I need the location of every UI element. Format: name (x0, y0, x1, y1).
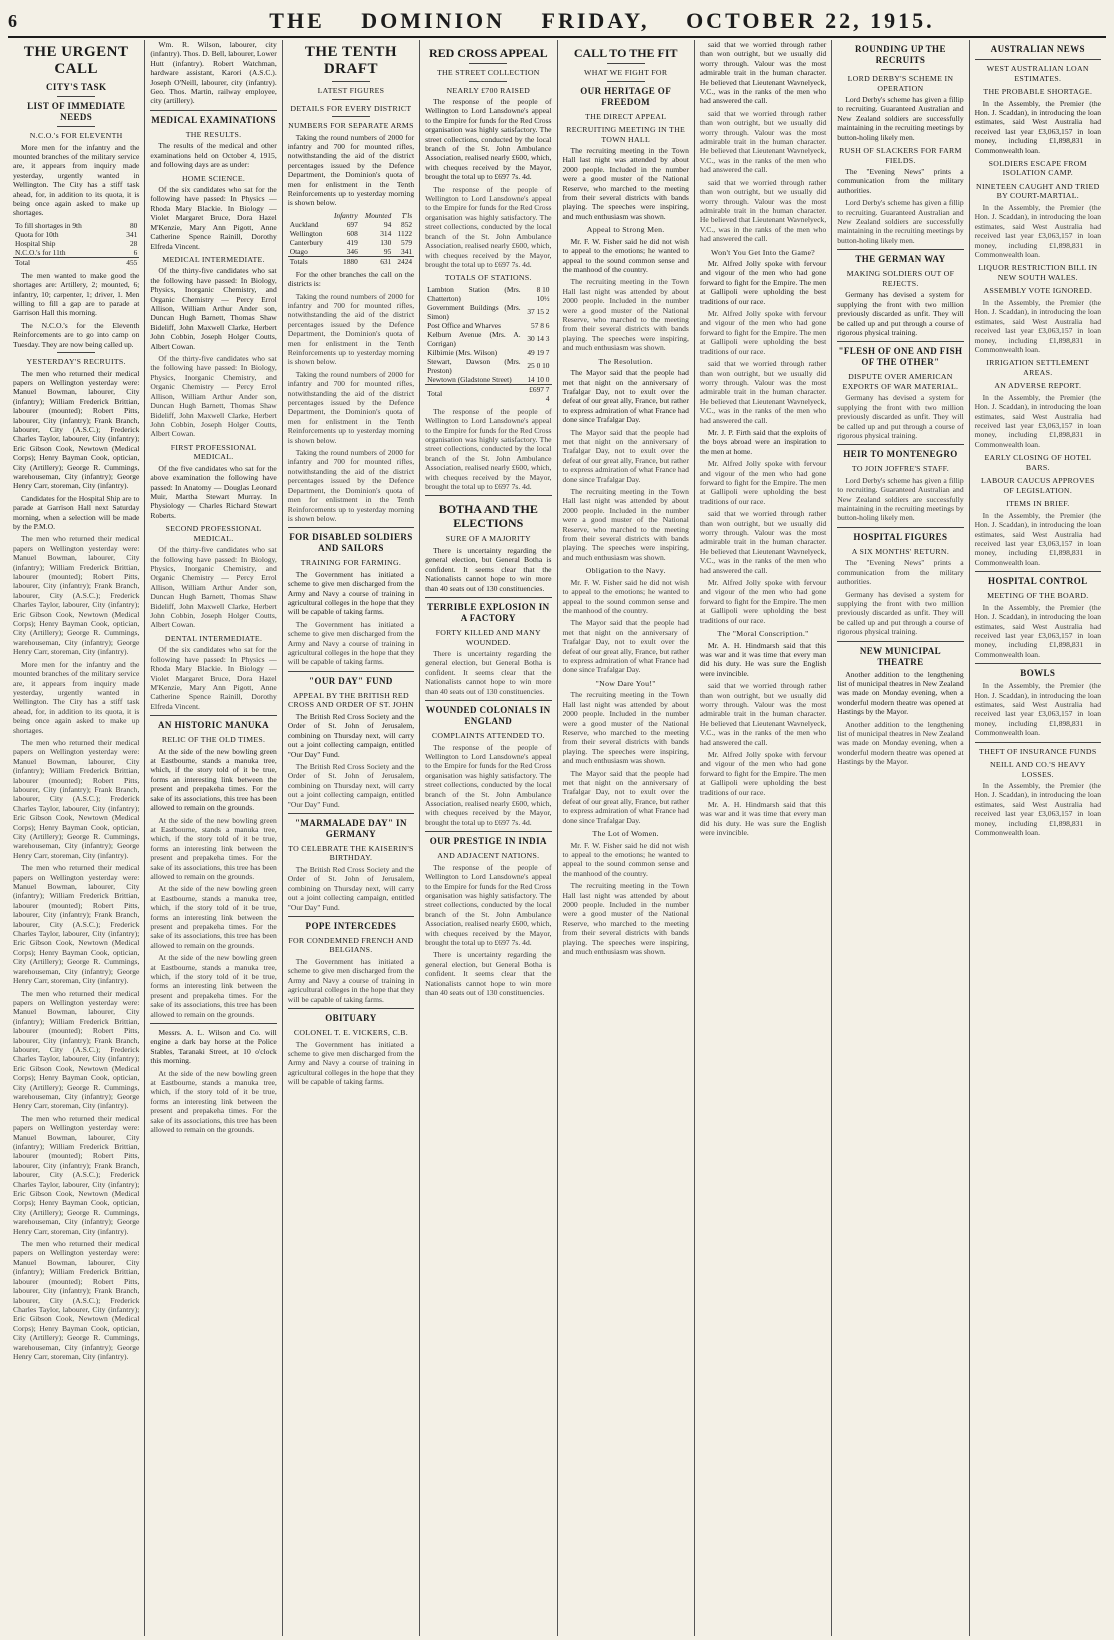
article-text: Taking the round numbers of 2000 for infantry and 700 for mounted rifles, notwithstanding the aid of the district percentages issued by the Defence Department, the Dominion's quota of men for enlistment in the Tenth Reinforcements up to yesterday morning is shown below. (287, 132, 415, 208)
section-heading: The Lot of Women. (592, 829, 659, 838)
article-text: Wm. R. Wilson, labourer, city (infantry). Thos. D. Bell, labourer, Lower Hutt (infantry). Robert Watchman, hardware assistant, Karori (A.S.C.). Joseph O'Neill, labourer, city (infantry). Geo. Thos. Martin, railway employee, city (artillery). (150, 40, 277, 106)
article-text: The "Evening News" prints a communication from the military authorities. (837, 558, 964, 587)
table-row: Newtown (Gladstone Street) 14 10 0 (427, 374, 550, 384)
article-text: Taking the round numbers of 2000 for infantry and 700 for mounted rifles, notwithstanding the aid of the district percentages issued by the Defence Department, the Dominion's quota of men for enlistment in the Tenth Reinforcements up to yesterday morning is shown below. (287, 369, 415, 445)
article-text: Lord Derby's scheme has given a fillip to recruiting. Guaranteed Australian and New Zealand soldiers are successfully maintaining in the recruiting meetings by button-holing likely men. (837, 198, 964, 245)
article-text: said that we worried through rather than won outright, but we usually did worry through. Valour was the most admirable trait in the human character. He believed that Lieutenant Wavnelyeck, V.C., was in the ranks of the men who had answered the call. (699, 108, 827, 175)
sub-numbers: NUMBERS FOR SEPARATE ARMS (288, 121, 414, 130)
article-text: Mr. Alfred Jolly spoke with fervour and vigour of the men who had gone forward to fight for the Empire. The men at Gallipoli were upholding the best traditions of our race. (699, 578, 827, 625)
sub-rejects: MAKING SOLDIERS OUT OF REJECTS. (846, 269, 955, 288)
title-weekday: FRIDAY, (541, 8, 650, 33)
article-text: Germany has devised a system for supplying the front with two million previously discarded as unfit. They will be called up and put through a course of rigorous physical training. (837, 290, 964, 337)
table-row: Lambton Station (Mrs. Chatterton) 8 10 10½ (427, 284, 550, 303)
headline-german-way: THE GERMAN WAY (855, 254, 946, 265)
article-text: Another addition to the lengthening list of municipal theatres in New Zealand was made on Monday evening, when a wonderful modern theatre was opened at Hastings by the Mayor. (837, 719, 964, 767)
article-text: The response of the people of Wellington to Lord Lansdowne's appeal to the Empire for funds for the Red Cross organisation was highly satisfactory. The street collections, conducted by the local branch of the St. John Ambulance Association, realised nearly £600, which, with cheques received by the Mayor, brought the total up to £697 7s. 4d. (425, 742, 552, 827)
article-text: Mr. A. H. Hindmarsh said that this was war and it was time that every man did his duty. He was sure the English were invincible. (699, 640, 827, 678)
headline-hospital-control: HOSPITAL CONTROL (988, 576, 1088, 587)
article-text: Mr. Alfred Jolly spoke with fervour and vigour of the men who had gone forward to fight for the Empire. The men at Gallipoli were upholding the best traditions of our race. (699, 750, 827, 797)
article-text: The results of the medical and other examinations held on October 4, 1915, and following days are as under: (150, 141, 277, 170)
columns (8, 40, 1106, 1636)
article-text: The response of the people of Wellington to Lord Lansdowne's appeal to the Empire for funds for the Red Cross organisation was highly satisfactory. The street collections, conducted by the local branch of the St. John Ambulance Association, realised nearly £600, which, with cheques received by the Mayor, brought the total up to £697 7s. 4d. (425, 97, 552, 182)
article-text: There is uncertainty regarding the general election, but General Botha is confident. It seems clear that the Nationalists cannot hope to win more than 40 seats out of 130 constituencies. (425, 545, 552, 593)
sub-dispute: DISPUTE OVER AMERICAN EXPORTS OF WAR MATERIAL. (842, 372, 959, 391)
article-text: The men who returned their medical papers on Wellington yesterday were: Manuel Bowman, labourer, City (infantry); William Frederick Brittian, labourer (mounted); Robert Pitts, labourer, City (infantry); Frank Branch, labourer, City (A.S.C.); Frederick Charles Taylor, labourer, City (infantry); Eric Gibson Cook, Newtown (Medical Corps); Henry Bayman Cook, optician, City (Artillery); George R. Cummings, warehouseman, City (infantry); George Henry Carr, storeman, City (infantry). (13, 368, 140, 491)
article-text: In the Assembly, the Premier (the Hon. J. Scaddan), in introducing the loan estimates, said West Australia had received last year £3,063,157 in loan money, including £1,898,831 in Commonwealth loan. (974, 602, 1101, 659)
sub-majority: SURE OF A MAJORITY (445, 534, 531, 544)
table-row: To fill shortages in 9th 80 (15, 220, 138, 230)
article-text: The recruiting meeting in the Town Hall last night was attended by about 2000 people. Included in the number were a good muster of the National Reserve, who marched to the meeting from their several districts with bands playing. The speeches were inspiring, and much enthusiasm was shown. (562, 487, 689, 562)
headline-bowls: BOWLS (1020, 668, 1056, 679)
headline-our-day-fund: "OUR DAY" FUND (309, 675, 393, 686)
article-text: Mr. J. P. Firth said that the exploits of the boys abroad were an inspiration to the men at home. (699, 427, 827, 456)
article-text: Taking the round numbers of 2000 for infantry and 700 for mounted rifles, notwithstanding the aid of the district percentages issued by the Defence Department, the Dominion's quota of men for enlistment in the Tenth Reinforcements up to yesterday morning is shown below. (287, 291, 415, 367)
article-text: Mr. F. W. Fisher said he did not wish to appeal to the emotions; he wanted to appeal to the sound common sense and the manhood of the country. (562, 577, 689, 615)
sub-complaints: COMPLAINTS ATTENDED TO. (431, 731, 545, 741)
table-row: Quota for 10th 341 (15, 229, 138, 239)
section-heading: LIQUOR RESTRICTION BILL IN NEW SOUTH WALES. (978, 263, 1098, 282)
article-text: The Government has initiated a scheme to give men discharged from the Army and Navy a course of training in agricultural colleges in the hope that they will be capable of taking farms. (287, 1039, 415, 1087)
sub-nco-eleventh: N.C.O.'s FOR ELEVENTH (29, 131, 123, 140)
article-text: Mr. Alfred Jolly spoke with fervour and vigour of the men who had gone forward to fight for the Empire. The men at Gallipoli were upholding the best traditions of our race. (699, 309, 827, 356)
section-heading: Appeal to Strong Men. (586, 225, 665, 235)
article-text: There is uncertainty regarding the general election, but General Botha is confident. It seems clear that the Nationalists cannot hope to win more than 40 seats out of 130 constituencies. (425, 649, 552, 696)
section-heading: The "Moral Conscription." (717, 629, 809, 639)
headline-theft: THEFT OF INSURANCE FUNDS (979, 746, 1097, 756)
section-heading: "Now Dare You!" (595, 678, 656, 688)
article-text: There is uncertainty regarding the general election, but General Botha is confident. It seems clear that the Nationalists cannot hope to win more than 40 seats out of 130 constituencies. (425, 950, 552, 997)
article-text: The Mayor said that the people had met that night on the anniversary of Trafalgar Day, not to exult over the defeat of our great ally, France, but rather to express admiration of what France had done since Trafalgar Day. (562, 768, 689, 825)
article-text: Lord Derby's scheme has given a fillip to recruiting. Guaranteed Australian and New Zealand soldiers are successfully maintaining in the recruiting meetings by button-holing likely men. (837, 95, 964, 142)
column-5 (558, 40, 695, 1636)
column-2 (145, 40, 282, 1636)
article-text: In the Assembly, the Premier (the Hon. J. Scaddan), in introducing the loan estimates, said West Australia had received last year £3,063,157 in loan money, including £1,898,831 in Commonwealth loan. (974, 202, 1101, 259)
headline-red-cross: RED CROSS APPEAL (428, 46, 548, 60)
table-row: Stewart, Dawson (Mrs. Preston) 25 0 10 (427, 356, 550, 375)
headline-pope-intercedes: POPE INTERCEDES (305, 920, 397, 931)
article-text: Of the five candidates who sat for the above examination the following have passed: In Anatomy — Douglas Leonard Muir, Martha Stewart Murray. In Physiology — Charles Richard Stewart Roberts. (150, 463, 277, 520)
section-heading: Won't You Get Into the Game? (711, 247, 816, 257)
sub-joffre: TO JOIN JOFFRE'S STAFF. (851, 464, 949, 474)
newspaper-title (98, 8, 1106, 34)
article-text: The men wanted to make good the shortages are: Artillery, 2; mounted, 6; infantry, 10; carpenter, 1; driver, 1. Men willing to fill a gap are to parade at Garrison Hall this morning. (13, 270, 140, 318)
article-text: More men for the infantry and the mounted branches of the military service are, it appears from inquiry made yesterday, urgently wanted in Wellington. The City has a stiff task ahead, for, in addition to its quota, it is being once again asked to make up shortages. (13, 142, 140, 218)
article-text: said that we worried through rather than won outright, but we usually did worry through. Valour was the most admirable trait in the human character. He believed that Lieutenant Wavnelyeck, V.C., was in the ranks of the men who had answered the call. (699, 177, 827, 244)
article-text: The Mayor said that the people had met that night on the anniversary of Trafalgar Day, not to exult over the defeat of our great ally, France, but rather to express admiration of what France had done since Trafalgar Day. (562, 618, 689, 675)
sub-neill: NEILL AND CO.'S HEAVY LOSSES. (989, 760, 1086, 779)
article-text: The Government has initiated a scheme to give men discharged from the Army and Navy a course of training in agricultural colleges in the hope that they will be capable of taking farms. (287, 569, 415, 617)
sub-loan-estimates: WEST AUSTRALIAN LOAN ESTIMATES. (986, 64, 1089, 83)
title-the: THE (269, 8, 325, 33)
sub-adverse-report: AN ADVERSE REPORT. (994, 381, 1082, 391)
article-text: Mr. Alfred Jolly spoke with fervour and vigour of the men who had gone forward to fight for the Empire. The men at Gallipoli were upholding the best traditions of our race. (699, 459, 827, 506)
headline-australian-news: AUSTRALIAN NEWS (990, 44, 1085, 54)
sub-training: TRAINING FOR FARMING. (300, 558, 402, 568)
column-6 (695, 40, 832, 1636)
article-text: The Mayor said that the people had met that night on the anniversary of Trafalgar Day, not to exult over the defeat of our great ally, France, but rather to express admiration of what France had done since Trafalgar Day. (562, 368, 689, 425)
article-text: The Government has initiated a scheme to give men discharged from the Army and Navy a course of training in agricultural colleges in the hope that they will be capable of taking farms. (287, 956, 415, 1004)
section-heading: MEDICAL INTERMEDIATE. (162, 254, 265, 264)
article-text: Germany has devised a system for supplying the front with two million previously discarded as unfit. They will be called up and put through a course of rigorous physical training. (837, 589, 964, 637)
section-heading: SOLDIERS ESCAPE FROM ISOLATION CAMP. (988, 158, 1087, 178)
article-text: The response of the people of Wellington to Lord Lansdowne's appeal to the Empire for funds for the Red Cross organisation was highly satisfactory. The street collections, conducted by the local branch of the St. John Ambulance Association, realised nearly £600, which, with cheques received by the Mayor, brought the total up to £697 7s. 4d. (425, 406, 552, 492)
deck-citys-task: CITY'S TASK (46, 82, 107, 92)
article-text: The recruiting meeting in the Town Hall last night was attended by about 2000 people. Included in the number were a good muster of the National Reserve, who marched to the meeting from their several districts with bands playing. The speeches were inspiring, and much enthusiasm was shown. (562, 277, 689, 353)
section-heading: RUSH OF SLACKERS FOR FARM FIELDS. (839, 146, 962, 165)
headline-botha: BOTHA AND THE ELECTIONS (438, 502, 538, 531)
title-dominion: DOMINION (361, 8, 506, 33)
sub-details: DETAILS FOR EVERY DISTRICT (290, 103, 412, 113)
sub-labour-caucus: LABOUR CAUCUS APPROVES OF LEGISLATION. (981, 476, 1095, 495)
headline-medical-exams: MEDICAL EXAMINATIONS (151, 114, 276, 125)
headline-hospital-figures: HOSPITAL FIGURES (853, 531, 948, 542)
article-text: More men for the infantry and the mounted branches of the military service are, it appears from inquiry made yesterday, urgently wanted in Wellington. The City has a stiff task ahead, for, in addition to its quota, it is being once again asked to make up shortages. (13, 659, 140, 735)
article-text: The response of the people of Wellington to Lord Lansdowne's appeal to the Empire for funds for the Red Cross organisation was highly satisfactory. The street collections, conducted by the local branch of the St. John Ambulance Association, realised nearly £600, which, with cheques received by the Mayor, brought the total up to £697 7s. 4d. (425, 862, 552, 947)
table-row: Otago 346 95 341 (289, 246, 413, 256)
table-row: Wellington 608 314 1122 (289, 228, 413, 238)
article-text: At the side of the new bowling green at Eastbourne, stands a manuka tree, which, if the story told of it be true, forms an interesting link between the present and prepakeha times. For the sake of its associations, this tree has been allowed to remain on the grounds. (150, 884, 277, 950)
article-text: said that we worried through rather than won outright, but we usually did worry through. Valour was the most admirable trait in the human character. He believed that Lieutenant Wavnelyeck, V.C., was in the ranks of the men who had answered the call. (699, 509, 827, 575)
article-text: Another addition to the lengthening list of municipal theatres in New Zealand was made on Monday evening, when a wonderful modern theatre was opened at Hastings by the Mayor. (837, 669, 964, 717)
article-text: The recruiting meeting in the Town Hall last night was attended by about 2000 people. Included in the number were a good muster of the National Reserve, who marched to the meeting from their several districts with bands playing. The speeches were inspiring, and much enthusiasm was shown. (562, 881, 689, 956)
section-heading: DENTAL INTERMEDIATE. (164, 633, 263, 643)
table-row: Post Office and Wharves 57 8 6 (427, 320, 550, 330)
article-text: In the Assembly, the Premier (the Hon. J. Scaddan), in introducing the loan estimates, said West Australia had received last year £3,063,157 in loan money, including £1,898,831 in Commonwealth loan. (974, 510, 1101, 567)
section-heading: IRRIGATION SETTLEMENT AREAS. (986, 358, 1090, 377)
section-heading: YESTERDAY'S RECRUITS. (26, 357, 126, 366)
sub-kaiserin: TO CELEBRATE THE KAISERIN'S BIRTHDAY. (288, 843, 414, 863)
sub-nearly-700: NEARLY £700 RAISED (446, 85, 531, 95)
section-heading: SECOND PROFESSIONAL MEDICAL. (165, 524, 262, 543)
headline-marmalade-day: "MARMALADE DAY" IN GERMANY (295, 817, 407, 839)
masthead (8, 6, 1106, 38)
sub-latest-figures: LATEST FIGURES (317, 86, 385, 95)
article-text: said that we worried through rather than won outright, but we usually did worry through. Valour was the most admirable trait in the human character. He believed that Lieutenant Wavnelyeck, V.C., was in the ranks of the men who had answered the call. (699, 40, 827, 106)
column-8 (970, 40, 1106, 1636)
article-text: The men who returned their medical papers on Wellington yesterday were: Manuel Bowman, labourer, City (infantry); William Frederick Brittian, labourer (mounted); Robert Pitts, labourer, City (infantry); Frank Branch, labourer, City (A.S.C.); Frederick Charles Taylor, labourer, City (infantry); Eric Gibson Cook, Newtown (Medical Corps); Henry Bayman Cook, optician, City (Artillery); George R. Cummings, warehouseman, City (infantry); George Henry Carr, storeman, City (infantry). (13, 1113, 140, 1236)
article-text: The men who returned their medical papers on Wellington yesterday were: Manuel Bowman, labourer, City (infantry); William Frederick Brittian, labourer (mounted); Robert Pitts, labourer, City (infantry); Frank Branch, labourer, City (A.S.C.); Frederick Charles Taylor, labourer, City (infantry); Eric Gibson Cook, Newtown (Medical Corps); Henry Bayman Cook, optician, City (Artillery); George R. Cummings, warehouseman, City (infantry); George Henry Carr, storeman, City (infantry). (13, 737, 140, 860)
headline-tenth-draft: THE TENTH DRAFT (304, 44, 398, 77)
article-text: Of the six candidates who sat for the following have passed: In Physics — Rhoda Mary Blackie. In Biology — Violet Margaret Bruce, Dora Hazel M'Kenzie, Mary Ann Pigott, Anne Catherine Spence Rainill, Dorothy Elfreda Vincent. (150, 645, 277, 711)
table-row: Kilbirnie (Mrs. Wilson) 49 19 7 (427, 347, 550, 357)
sub-direct-appeal: THE DIRECT APPEAL (585, 111, 667, 121)
sub-forty-killed: FORTY KILLED AND MANY WOUNDED. (435, 628, 541, 647)
sub-what-we-fight: WHAT WE FIGHT FOR (584, 68, 668, 77)
article-text: The men who returned their medical papers on Wellington yesterday were: Manuel Bowman, labourer, City (infantry); William Frederick Brittian, labourer (mounted); Robert Pitts, labourer, City (infantry); Frank Branch, labourer, City (A.S.C.); Frederick Charles Taylor, labourer, City (infantry); Eric Gibson Cook, Newtown (Medical Corps); Henry Bayman Cook, optician, City (Artillery); George R. Cummings, warehouseman, City (infantry); George Henry Carr, storeman, City (infantry). (13, 534, 140, 657)
table-row: Total £697 7 4 (427, 384, 550, 403)
article-text: At the side of the new bowling green at Eastbourne, stands a manuka tree, which, if the story told of it be true, forms an interesting link between the present and prepakeha times. For the sake of its associations, this tree has been allowed to remain on the grounds. (150, 815, 277, 881)
sub-condemned: FOR CONDEMNED FRENCH AND BELGIANS. (288, 935, 414, 955)
article-text: Of the thirty-five candidates who sat the following have passed: In Biology, Physics, Inorganic Chemistry, and Organic Chemistry — Percy Errol Allison, William Arthur Ander son, Duncan Hugh Barnett, Thomas Shaw Bideliff, John Maxwell Clarke, Herbert John Cobbin, Joseph Holger Coutts, Albert Cowan. (150, 545, 277, 630)
article-text: In the Assembly, the Premier (the Hon. J. Scaddan), in introducing the loan estimates, said West Australia had received last year £3,063,157 in loan money, including £1,898,831 in Commonwealth loan. (974, 681, 1101, 738)
article-text: Mr. F. W. Fisher said he did not wish to appeal to the emotions; he wanted to appeal to the sound common sense and the manhood of the country. (562, 840, 689, 878)
section-heading: TOTALS OF STATIONS. (444, 273, 532, 283)
article-text: The British Red Cross Society and the Order of St. John of Jerusalem, combining on Thursday next, will carry out a joint collecting campaign, entitled "Our Day" Fund. (287, 711, 415, 759)
article-text: Mr. F. W. Fisher said he did not wish to appeal to the emotions; he wanted to appeal to the sound common sense and the manhood of the country. (562, 236, 689, 274)
page-number: 6 (8, 10, 17, 31)
table-row: Kelburn Avenue (Mrs. A. Corrigan) 30 14 3 (427, 329, 550, 348)
table-row: Auckland 697 94 852 (289, 219, 413, 229)
sub-appeal: APPEAL BY THE BRITISH RED CROSS AND ORDER OF ST. JOHN (288, 690, 414, 710)
article-text: In the Assembly, the Premier (the Hon. J. Scaddan), in introducing the loan estimates, said West Australia had received last year £3,063,157 in loan money, including £1,898,831 in Commonwealth loan. (974, 98, 1101, 155)
article-text: Of the six candidates who sat for the following have passed: In Physics — Rhoda Mary Blackie. In Biology — Violet Margaret Bruce, Dora Hazel M'Kenzie, Mary Ann Pigott, Anne Catherine Spence Rainill, Dorothy Elfreda Vincent. (150, 185, 277, 251)
sub-vickers: COLONEL T. E. VICKERS, C.B. (293, 1028, 409, 1037)
article-text: The Government has initiated a scheme to give men discharged from the Army and Navy a course of training in agricultural colleges in the hope that they will be capable of taking farms. (287, 619, 415, 667)
article-text: Of the thirty-five candidates who sat the following have passed: In Biology, Physics, Inorganic Chemistry, and Organic Chemistry — Percy Errol Allison, William Arthur Ander son, Duncan Hugh Barnett, Thomas Shaw Bideliff, John Maxwell Clarke, Herbert John Cobbin, Joseph Holger Coutts, Albert Cowan. (150, 266, 277, 351)
sub-immediate-needs: LIST OF IMMEDIATE NEEDS (27, 101, 126, 122)
headline-call-to-fit: CALL TO THE FIT (573, 46, 678, 60)
section-heading: Obligation to the Navy. (585, 566, 666, 576)
sub-meeting-board: MEETING OF THE BOARD. (987, 591, 1089, 601)
table-row: N.C.O.'s for 11th 6 (15, 247, 138, 257)
article-text: Germany has devised a system for supplying the front with two million previously discarded as unfit. They will be called up and put through a course of rigorous physical training. (837, 393, 964, 440)
headline-disabled-soldiers: FOR DISABLED SOLDIERS AND SAILORS (289, 532, 413, 554)
column-1 (8, 40, 145, 1636)
table-header-row: Infantry Mounted T'ls (333, 210, 413, 220)
article-text: Messrs. A. L. Wilson and Co. will engine a dark bay horse at the Police Stables, Taranaki Street, at 10 o'clock this morning. (150, 1028, 277, 1066)
headline-historic-manuka: AN HISTORIC MANUKA (158, 720, 270, 731)
headline-wounded-colonials: WOUNDED COLONIALS IN ENGLAND (426, 705, 551, 727)
section-heading: ITEMS IN BRIEF. (1006, 499, 1070, 509)
article-text: Mr. Alfred Jolly spoke with fervour and vigour of the men who had gone forward to fight for the Empire. The men at Gallipoli were upholding the best traditions of our race. (699, 259, 827, 306)
sub-recruiting-meeting: RECRUITING MEETING IN THE TOWN HALL (566, 125, 686, 144)
article-text: The British Red Cross Society and the Order of St. John of Jerusalem, combining on Thursday next, will carry out a joint collecting campaign, entitled "Our Day" Fund. (287, 864, 415, 912)
sub-lord-derby: LORD DERBY'S SCHEME IN OPERATION (847, 74, 954, 93)
sub-heritage: OUR HERITAGE OF FREEDOM (580, 85, 672, 107)
column-3 (283, 40, 420, 1636)
section-heading: The Resolution. (598, 356, 653, 366)
article-text: Taking the round numbers of 2000 for infantry and 700 for mounted rifles, notwithstanding the aid of the district percentages issued by the Defence Department, the Dominion's quota of men for enlistment in the Tenth Reinforcements up to yesterday morning is shown below. (287, 448, 415, 523)
article-text: In the Assembly, the Premier (the Hon. J. Scaddan), in introducing the loan estimates, said West Australia had received last year £3,063,157 in loan money, including £1,898,831 in Commonwealth loan. (974, 392, 1101, 449)
title-date: OCTOBER 22, 1915. (686, 8, 935, 33)
table-row: Canterbury 419 130 579 (289, 237, 413, 247)
sub-results: THE RESULTS. (185, 129, 242, 139)
headline-rounding-up: ROUNDING UP THE RECRUITS (855, 44, 946, 65)
headline-montenegro: HEIR TO MONTENEGRO (843, 449, 958, 460)
article-text: The recruiting meeting in the Town Hall last night was attended by about 2000 people. Included in the number were a good muster of the National Reserve, who marched to the meeting from their several districts with bands playing. The speeches were inspiring, and much enthusiasm was shown. (562, 146, 689, 221)
article-text: In the Assembly, the Premier (the Hon. J. Scaddan), in introducing the loan estimates, said West Australia had received last year £3,063,157 in loan money, including £1,898,831 in Commonwealth loan. (974, 781, 1101, 838)
article-text: For the other branches the call on the districts is: (287, 269, 415, 289)
headline-explosion: TERRIBLE EXPLOSION IN A FACTORY (427, 602, 550, 623)
table-row: Hospital Ship 28 (15, 238, 138, 248)
stations-table (425, 285, 551, 403)
article-text: The recruiting meeting in the Town Hall last night was attended by about 2000 people. Included in the number were a good muster of the National Reserve, who marched to the meeting from their several districts with bands playing. The speeches were inspiring, and much enthusiasm was shown. (562, 690, 689, 766)
sub-vote-ignored: ASSEMBLY VOTE IGNORED. (983, 286, 1093, 296)
sub-street-collection: THE STREET COLLECTION (436, 68, 540, 77)
headline-obituary: OBITUARY (325, 1013, 377, 1023)
article-text: The "Evening News" prints a communication from the military authorities. (837, 167, 964, 195)
headline-flesh-fish: "FLESH OF ONE AND FISH OF THE OTHER" (838, 346, 963, 368)
headline-urgent-call: THE URGENT CALL (23, 44, 129, 77)
section-heading: FIRST PROFESSIONAL MEDICAL. (170, 442, 257, 462)
article-text: The N.C.O.'s for the Eleventh Reinforcements are to go into camp on Tuesday. They are now being called up. (13, 320, 140, 349)
article-text: The Mayor said that the people had met that night on the anniversary of Trafalgar Day, not to exult over the defeat of our great ally, France, but rather to express admiration of what France had done since Trafalgar Day. (562, 427, 689, 484)
sub-shortage: THE PROBABLE SHORTAGE. (983, 87, 1093, 96)
article-text: Lord Derby's scheme has given a fillip to recruiting. Guaranteed Australian and New Zealand soldiers are successfully maintaining in the recruiting meetings by button-holing likely men. (837, 475, 964, 523)
article-text: said that we worried through rather than won outright, but we usually did worry through. Valour was the most admirable trait in the human character. He believed that Lieutenant Wavnelyeck, V.C., was in the ranks of the men who had answered the call. (699, 359, 827, 425)
section-heading: EARLY CLOSING OF HOTEL BARS. (984, 453, 1092, 472)
headline-prestige-india: OUR PRESTIGE IN INDIA (429, 836, 547, 847)
article-text: In the Assembly, the Premier (the Hon. J. Scaddan), in introducing the loan estimates, said West Australia had received last year £3,063,157 in loan money, including £1,898,831 in Commonwealth loan. (974, 297, 1101, 354)
article-text: At the side of the new bowling green at Eastbourne, stands a manuka tree, which, if the story told of it be true, forms an interesting link between the present and prepakeha times. For the sake of its associations, this tree has been allowed to remain on the grounds. (150, 746, 277, 813)
article-text: At the side of the new bowling green at Eastbourne, stands a manuka tree, which, if the story told of it be true, forms an interesting link between the present and prepakeha times. For the sake of its associations, this tree has been allowed to remain on the grounds. (150, 1068, 277, 1135)
article-text: said that we worried through rather than won outright, but we usually did worry through. Valour was the most admirable trait in the human character. He believed that Lieutenant Wavnelyeck, V.C., was in the ranks of the men who had answered the call. (699, 681, 827, 747)
sub-adjacent: AND ADJACENT NATIONS. (437, 851, 540, 861)
article-text: The response of the people of Wellington to Lord Lansdowne's appeal to the Empire for funds for the Red Cross organisation was highly satisfactory. The street collections, conducted by the local branch of the St. John Ambulance Association, realised nearly £600, which, with cheques received by the Mayor, brought the total up to £697 7s. 4d. (425, 184, 552, 269)
article-text: The men who returned their medical papers on Wellington yesterday were: Manuel Bowman, labourer, City (infantry); William Frederick Brittian, labourer (mounted); Robert Pitts, labourer, City (infantry); Frank Branch, labourer, City (A.S.C.); Frederick Charles Taylor, labourer, City (infantry); Eric Gibson Cook, Newtown (Medical Corps); Henry Bayman Cook, optician, City (Artillery); George R. Cummings, warehouseman, City (infantry); George Henry Carr, storeman, City (infantry). (13, 988, 140, 1111)
article-text: At the side of the new bowling green at Eastbourne, stands a manuka tree, which, if the story told of it be true, forms an interesting link between the present and prepakeha times. For the sake of its associations, this tree has been allowed to remain on the grounds. (150, 953, 277, 1019)
section-heading: HOME SCIENCE. (181, 173, 246, 183)
column-7 (832, 40, 969, 1636)
sub-relic: RELIC OF THE OLD TIMES. (161, 735, 266, 745)
draft-table (288, 211, 414, 266)
column-4 (420, 40, 557, 1636)
headline-municipal-theatre: NEW MUNICIPAL THEATRE (859, 645, 941, 667)
article-text: Of the thirty-five candidates who sat the following have passed: In Biology, Physics, Inorganic Chemistry, and Organic Chemistry — Percy Errol Allison, William Arthur Ander son, Duncan Hugh Barnett, Thomas Shaw Bideliff, John Maxwell Clarke, Herbert John Cobbin, Joseph Holger Coutts, Albert Cowan. (150, 354, 277, 439)
article-text: Candidates for the Hospital Ship are to parade at Garrison Hall next Saturday morning, when a selection will be made by the P.M.O. (13, 493, 140, 531)
table-row: Totals 1880 631 2424 (289, 256, 413, 266)
article-text: The men who returned their medical papers on Wellington yesterday were: Manuel Bowman, labourer, City (infantry); William Frederick Brittian, labourer (mounted); Robert Pitts, labourer, City (infantry); Frank Branch, labourer, City (A.S.C.); Frederick Charles Taylor, labourer, City (infantry); Eric Gibson Cook, Newtown (Medical Corps); Henry Bayman Cook, optician, City (Artillery); George R. Cummings, warehouseman, City (infantry); George Henry Carr, storeman, City (infantry). (13, 1239, 140, 1361)
table-row: Total 455 (15, 257, 138, 267)
sub-six-months: A SIX MONTHS' RETURN. (851, 546, 950, 556)
article-text: Mr. A. H. Hindmarsh said that this was war and it was time that every man did his duty. He was sure the English were invincible. (699, 800, 827, 838)
needs-table (13, 221, 139, 267)
article-text: The British Red Cross Society and the Order of St. John of Jerusalem, combining on Thursday next, will carry out a joint collecting campaign, entitled "Our Day" Fund. (287, 761, 415, 809)
article-text: The men who returned their medical papers on Wellington yesterday were: Manuel Bowman, labourer, City (infantry); William Frederick Brittian, labourer (mounted); Robert Pitts, labourer, City (infantry); Frank Branch, labourer, City (A.S.C.); Frederick Charles Taylor, labourer, City (infantry); Eric Gibson Cook, Newtown (Medical Corps); Henry Bayman Cook, optician, City (Artillery); George R. Cummings, warehouseman, City (infantry); George Henry Carr, storeman, City (infantry). (13, 863, 140, 986)
table-row: Government Buildings (Mrs. Simon) 37 15 2 (427, 302, 550, 321)
sub-court-martial: NINETEEN CAUGHT AND TRIED BY COURT-MARTIAL. (976, 181, 1100, 201)
